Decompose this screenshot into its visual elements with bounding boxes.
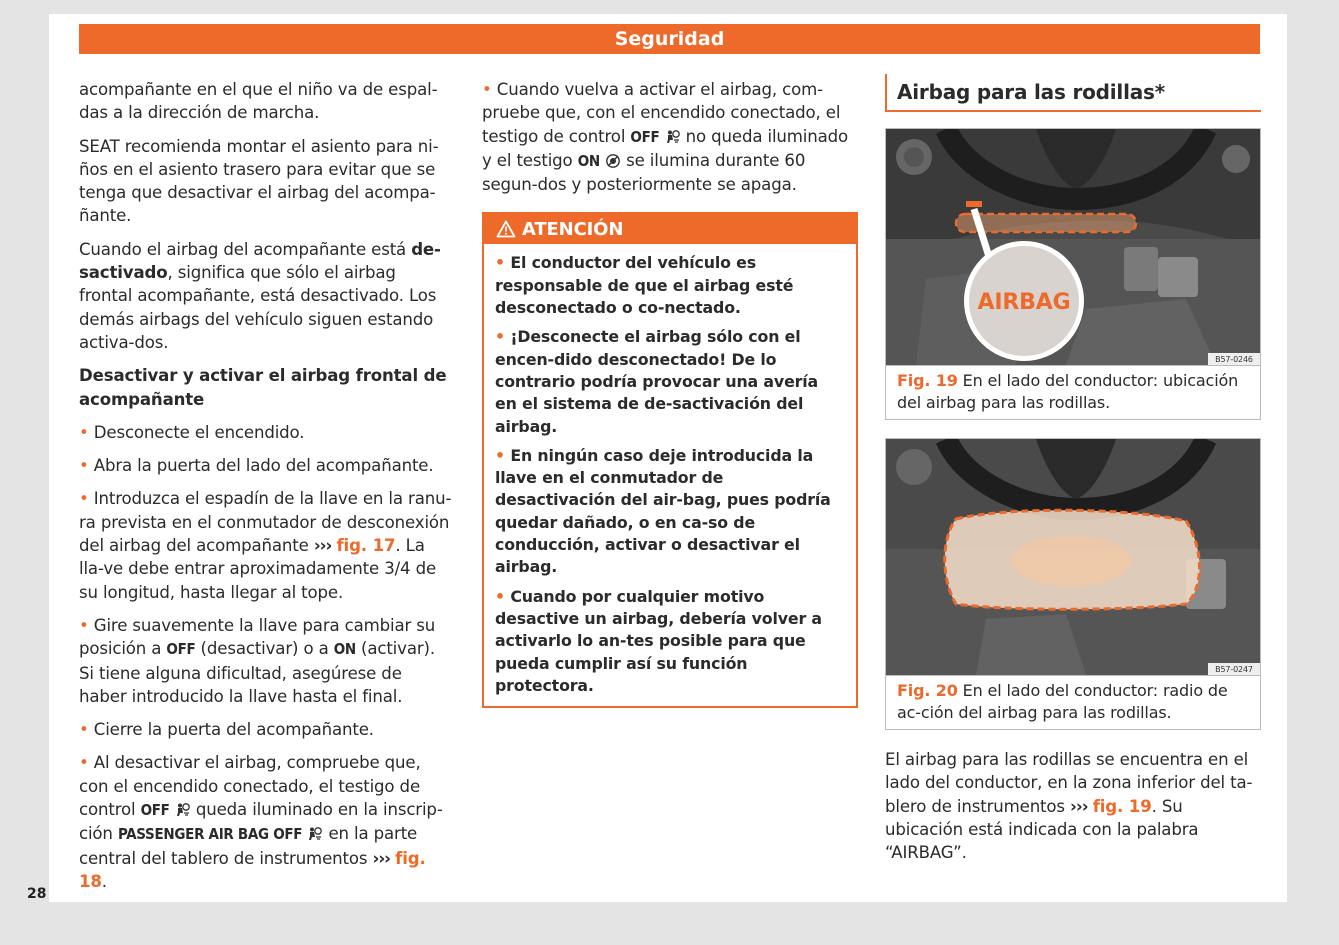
paragraph: SEAT recomienda montar el asiento para ni-ños en el asiento trasero para evitar que se tenga que desactivar el airbag del acompa-ñante. — [79, 136, 439, 226]
figure-20 — [885, 438, 1261, 730]
list-item: • Desconecte el encendido. — [79, 422, 305, 442]
airbag-off-icon — [665, 130, 681, 144]
figure-code: B57-0246 — [1215, 355, 1253, 364]
list-item: • Gire suavemente la llave para cambiar su posición a OFF (desactivar) o a ON (activar). Si tiene alguna dificultad, asegúrese de haber introducido la llave hasta el final. — [79, 615, 436, 706]
bullet-icon: • — [495, 445, 505, 465]
warning-item: • En ningún caso deje introducida la llave en el conmutador de desactivación del air-bag, pues podría quedar dañado, o en ca-so de conducción, activar o desactivar el airbag. — [495, 445, 831, 577]
paragraph: acompañante en el que el niño va de espal-das a la dirección de marcha. — [79, 80, 438, 123]
arrows-icon: ››› — [372, 848, 390, 868]
list-item: • Introduzca el espadín de la llave en la ranu-ra prevista en el conmutador de desconexión del airbag del acompañante ››› fig. 17. La lla-ve debe entrar aproximadamente 3/4 de su longitud, hasta llegar al tope. — [79, 489, 452, 602]
warning-triangle-icon — [496, 220, 516, 238]
figure-19 — [885, 128, 1261, 420]
list-item: • Cuando vuelva a activar el airbag, com-pruebe que, con el encendido conectado, el testigo de control OFF no queda iluminado y el testigo ON se ilumina durante 60 segun-dos y posteriormente se apaga. — [482, 80, 849, 195]
figure-caption: Fig. 20 En el lado del conductor: radio de ac-ción del airbag para las rodillas. — [886, 675, 1260, 729]
warning-item: • ¡Desconecte el airbag sólo con el encen-dido desconectado! De lo contrario podría provocar una avería en el sistema de de-sactivación del airbag. — [495, 327, 819, 436]
section-header: Seguridad — [79, 24, 1260, 54]
airbag-off-icon — [307, 827, 323, 841]
paragraph: Cuando el airbag del acompañante está de-sactivado, significa que sólo el airbag frontal acompañante, está desactivado. Los demás airbags del vehículo siguen estando activa-dos. — [79, 239, 441, 352]
figure-number: Fig. 20 — [897, 681, 958, 700]
warning-body — [484, 244, 856, 706]
list-item: • Cierre la puerta del acompañante. — [79, 720, 374, 740]
knee-airbag-location-image — [886, 129, 1260, 365]
column-right — [885, 74, 1261, 874]
airbag-off-icon — [175, 803, 191, 817]
arrows-icon: ››› — [313, 536, 332, 556]
figure-caption: Fig. 19 En el lado del conductor: ubicación del airbag para las rodillas. — [886, 365, 1260, 419]
off-label: OFF — [140, 801, 170, 820]
bullet-icon: • — [495, 253, 505, 273]
off-label: OFF — [630, 127, 660, 146]
arrows-icon: ››› — [1070, 796, 1088, 816]
column-middle — [482, 78, 858, 708]
bullet-icon: • — [495, 586, 505, 606]
on-label: ON — [333, 640, 356, 659]
airbag-text: AIRBAG — [977, 290, 1071, 315]
bullet-icon: • — [482, 80, 492, 99]
figure-number: Fig. 19 — [897, 371, 958, 390]
on-label: ON — [577, 151, 600, 170]
bullet-icon: • — [79, 615, 89, 635]
bullet-icon: • — [79, 753, 89, 773]
knee-airbag-radius-image — [886, 439, 1260, 675]
paragraph: El airbag para las rodillas se encuentra en el lado del conductor, en la zona inferior del ta-blero de instrumentos ››› fig. 19. Su ubicación está indicada con la palabra “AIRBAG”. — [885, 750, 1253, 863]
figure-code: B57-0247 — [1215, 665, 1253, 674]
column-left — [79, 78, 454, 903]
bullet-icon: • — [495, 327, 505, 347]
warning-item: • Cuando por cualquier motivo desactive un airbag, debería volver a activarlo lo an-tes posible para que pueda cumplir así su función protectora. — [495, 586, 822, 695]
airbag-on-icon — [605, 154, 621, 168]
fig-18-link[interactable]: fig. 18 — [79, 848, 426, 891]
page-number: 28 — [27, 886, 47, 902]
list-item: • Al desactivar el airbag, compruebe que, con el encendido conectado, el testigo de control OFF queda iluminado en la inscrip-ción PASSENGER AIR BAG OFF en la parte central del tablero de instrumentos ››› fig. 18. — [79, 753, 443, 891]
section-title: Airbag para las rodillas* — [885, 74, 1261, 112]
bullet-icon: • — [79, 456, 89, 476]
bullet-icon: • — [79, 489, 89, 509]
warning-box — [482, 212, 858, 708]
fig-17-link[interactable]: fig. 17 — [336, 536, 396, 556]
warning-title: ATENCIÓN — [522, 219, 624, 241]
warning-item: • El conductor del vehículo es responsable de que el airbag esté desconectado o co-nectado. — [495, 253, 794, 318]
bullet-icon: • — [79, 422, 89, 442]
warning-header — [484, 214, 856, 244]
subheading: Desactivar y activar el airbag frontal de acompañante — [79, 366, 447, 409]
passenger-airbag-off-label: PASSENGER AIR BAG OFF — [117, 825, 303, 844]
fig-19-link[interactable]: fig. 19 — [1092, 796, 1152, 816]
bullet-icon: • — [79, 720, 89, 740]
list-item: • Abra la puerta del lado del acompañante. — [79, 456, 434, 476]
off-label: OFF — [166, 640, 196, 659]
